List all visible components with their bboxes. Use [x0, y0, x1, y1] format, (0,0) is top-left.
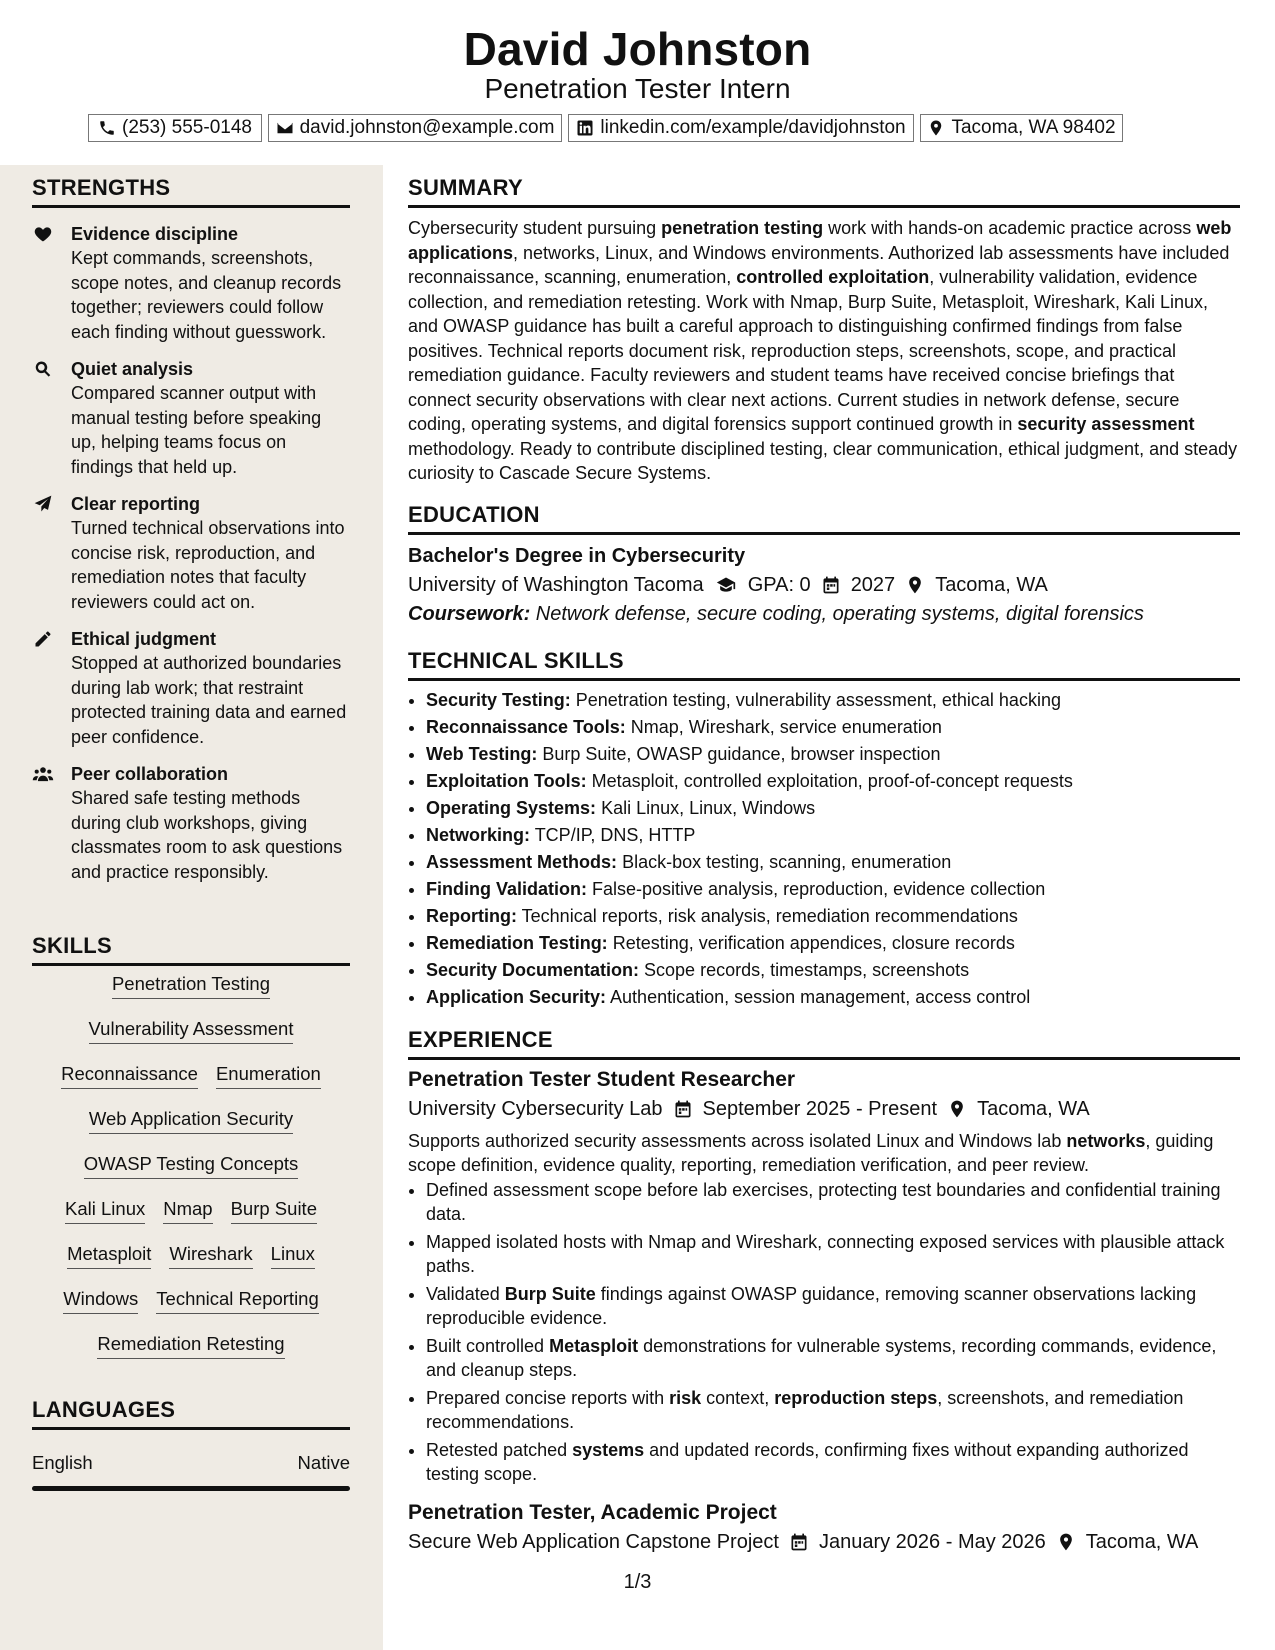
keyword-text: networks: [1066, 1130, 1146, 1151]
technical-skill-item: [426, 741, 1240, 768]
skill-values: Authentication, session management, access control: [606, 986, 1031, 1007]
skill-tag: Remediation Retesting: [97, 1332, 284, 1359]
coursework-list: Network defense, secure coding, operating systems, digital forensics: [530, 602, 1144, 625]
text-segment: demonstrations for vulnerable systems, recording commands, evidence, and cleanup steps.: [426, 1335, 1217, 1380]
text-segment: Retested patched: [426, 1439, 573, 1460]
text-segment: Mapped isolated hosts with Nmap and Wireshark, connecting exposed services with plausible attack paths.: [426, 1231, 1225, 1276]
skill-category: Reconnaissance Tools:: [426, 716, 626, 737]
text-segment: , vulnerability validation, evidence collection, and remediation retesting. Work with Nmap, Burp Suite, Metasploit, Wireshark, Kali Linux, and OWASP guidance has built a careful approach to distinguishing confirmed findings from false positives. Technical reports document risk, reproduction steps, screenshots, scope, and practical remediation guidance. Faculty reviewers and student teams have received concise briefings that connect security observations with clear next actions. Current studies in network defense, secure coding, operating systems, and digital forensics support continued growth in: [408, 267, 1209, 434]
search-icon: [32, 359, 54, 379]
pencil-icon: [32, 629, 54, 649]
skill-values: False-positive analysis, reproduction, evidence collection: [587, 878, 1046, 899]
keyword-text: penetration testing: [661, 218, 824, 238]
skill-values: Kali Linux, Linux, Windows: [596, 797, 816, 818]
keyword-text: risk: [669, 1387, 702, 1408]
strength-title: Quiet analysis: [71, 359, 194, 379]
education-meta: [408, 574, 1240, 597]
linkedin-icon: [576, 119, 594, 137]
text-segment: methodology. Ready to contribute disciplined testing, clear communication, ethical judgment, and steady curiosity to Cascade Secure Systems.: [408, 438, 1238, 483]
coursework-label: Coursework:: [408, 602, 531, 625]
paper-plane-icon: [32, 494, 54, 514]
skill-category: Operating Systems:: [426, 797, 597, 818]
job-dates: January 2026 - May 2026: [818, 1530, 1046, 1553]
strength-item: [32, 627, 350, 749]
text-segment: Supports authorized security assessments across isolated Linux and Windows lab: [408, 1130, 1067, 1151]
email-contact[interactable]: [268, 114, 562, 142]
skill-tag: Wireshark: [169, 1242, 252, 1269]
skill-row: [32, 1152, 350, 1197]
graduation-year: 2027: [850, 573, 896, 596]
map-pin-icon: [927, 119, 945, 137]
envelope-icon: [276, 119, 294, 137]
phone-text: (253) 555-0148: [122, 117, 252, 138]
technical-skill-item: [426, 822, 1240, 849]
strength-description: Kept commands, screenshots, scope notes, and cleanup records together; reviewers could follow each finding without guesswork.: [71, 248, 342, 342]
skill-category: Web Testing:: [426, 743, 538, 764]
strength-title: Clear reporting: [71, 494, 201, 514]
organization: University Cybersecurity Lab: [408, 1097, 663, 1120]
experience-section: [408, 1027, 1240, 1554]
resume-header: [0, 0, 1275, 165]
skill-category: Remediation Testing:: [426, 932, 608, 953]
graduation-cap-icon: [714, 575, 738, 595]
job-title: Penetration Tester Intern: [484, 73, 791, 104]
strength-description: Compared scanner output with manual testing before speaking up, helping teams focus on findings that held up.: [71, 383, 322, 477]
strength-description: Shared safe testing methods during club workshops, giving classmates room to ask questions and practice responsibly.: [71, 788, 343, 882]
job-title: Penetration Tester Student Researcher: [408, 1067, 796, 1091]
calendar-icon: [673, 1099, 693, 1119]
skill-category: Application Security:: [426, 986, 607, 1007]
strength-title: Peer collaboration: [71, 764, 229, 784]
school-name: University of Washington Tacoma: [408, 573, 704, 596]
candidate-name: David Johnston: [463, 23, 812, 75]
technical-skill-item: [426, 849, 1240, 876]
email-text: david.johnston@example.com: [299, 117, 555, 138]
skill-values: Metasploit, controlled exploitation, proof-of-concept requests: [586, 770, 1073, 791]
education-heading: EDUCATION: [408, 502, 1240, 535]
skills-heading: SKILLS: [32, 933, 350, 966]
job-bullet: [426, 1386, 1240, 1435]
technical-skill-item: [426, 768, 1240, 795]
keyword-text: systems: [572, 1439, 645, 1460]
calendar-icon: [789, 1532, 809, 1552]
skill-values: Technical reports, risk analysis, remediation recommendations: [516, 905, 1018, 926]
language-level-bar: [32, 1486, 350, 1491]
job-entry: [408, 1068, 1240, 1487]
text-segment: Defined assessment scope before lab exercises, protecting test boundaries and confidential training data.: [426, 1179, 1221, 1224]
strengths-heading: STRENGTHS: [32, 175, 350, 208]
skills-section: [32, 933, 350, 1377]
language-level: Native: [297, 1452, 350, 1473]
skill-tag: Metasploit: [67, 1242, 151, 1269]
job-bullets: [408, 1178, 1240, 1487]
strength-title: Evidence discipline: [71, 224, 239, 244]
strengths-list: [32, 222, 350, 884]
organization: Secure Web Application Capstone Project: [408, 1530, 779, 1553]
skill-tag: Reconnaissance: [61, 1062, 198, 1089]
skill-row: [32, 1197, 350, 1242]
technical-skill-item: [426, 957, 1240, 984]
skill-tag: Linux: [271, 1242, 315, 1269]
jobs-list: [408, 1068, 1240, 1554]
text-segment: context,: [701, 1387, 775, 1408]
text-segment: findings against OWASP guidance, removing scanner observations lacking reproducible evidence.: [426, 1283, 1197, 1328]
strength-description: Turned technical observations into concise risk, reproduction, and remediation notes that faculty reviewers could act on.: [71, 518, 345, 612]
skill-row: [32, 1107, 350, 1152]
skill-row: [32, 1332, 350, 1377]
contact-bar: [0, 114, 1275, 144]
job-entry: [408, 1501, 1240, 1554]
coursework: [408, 603, 1240, 626]
gpa-value: GPA: 0: [747, 573, 811, 596]
skills-list: [32, 966, 350, 1377]
skill-tag: Nmap: [163, 1197, 212, 1224]
skill-tag: Burp Suite: [231, 1197, 317, 1224]
skill-tag: Vulnerability Assessment: [89, 1017, 294, 1044]
skill-row: [32, 1242, 350, 1287]
phone-icon: [98, 119, 116, 137]
skill-category: Networking:: [426, 824, 531, 845]
skill-tag: Penetration Testing: [112, 972, 270, 999]
sidebar: [0, 165, 383, 1650]
job-bullet: [426, 1334, 1240, 1383]
skill-category: Security Documentation:: [426, 959, 640, 980]
calendar-icon: [821, 575, 841, 595]
location-contact: [920, 114, 1123, 142]
skill-row: [32, 1017, 350, 1062]
languages-section: [32, 1397, 350, 1491]
keyword-text: web applications: [408, 218, 1232, 263]
technical-skills-heading: TECHNICAL SKILLS: [408, 648, 1240, 681]
skill-values: Scope records, timestamps, screenshots: [639, 959, 970, 980]
skill-tag: OWASP Testing Concepts: [84, 1152, 299, 1179]
strength-item: [32, 357, 350, 479]
job-bullet: [426, 1282, 1240, 1331]
technical-skills-list: [408, 687, 1240, 1011]
keyword-text: security assessment: [1017, 414, 1195, 434]
main-content: [408, 165, 1240, 1554]
summary-heading: SUMMARY: [408, 175, 1240, 208]
technical-skill-item: [426, 795, 1240, 822]
keyword-text: controlled exploitation: [736, 267, 930, 287]
degree-title: Bachelor's Degree in Cybersecurity: [408, 544, 746, 567]
education-section: [408, 502, 1240, 626]
technical-skill-item: [426, 876, 1240, 903]
job-bullet: [426, 1178, 1240, 1227]
skill-tag: Windows: [63, 1287, 138, 1314]
job-location: Tacoma, WA: [1085, 1530, 1199, 1553]
keyword-text: Burp Suite: [504, 1283, 596, 1304]
text-segment: , screenshots, and remediation recommendations.: [426, 1387, 1184, 1432]
linkedin-contact[interactable]: [568, 114, 914, 142]
skill-tag: Kali Linux: [65, 1197, 145, 1224]
text-segment: work with hands-on academic practice across: [823, 218, 1197, 238]
skill-category: Assessment Methods:: [426, 851, 618, 872]
skill-row: [32, 1287, 350, 1332]
strength-item: [32, 492, 350, 614]
summary-text: [408, 216, 1240, 486]
languages-heading: LANGUAGES: [32, 1397, 350, 1430]
skill-row: [32, 972, 350, 1017]
skill-category: Security Testing:: [426, 689, 571, 710]
technical-skill-item: [426, 984, 1240, 1011]
text-segment: Cybersecurity student pursuing: [408, 218, 662, 238]
education-location: Tacoma, WA: [935, 573, 1048, 596]
technical-skill-item: [426, 714, 1240, 741]
job-location: Tacoma, WA: [977, 1097, 1090, 1120]
text-segment: Built controlled: [426, 1335, 550, 1356]
skill-tag: Technical Reporting: [156, 1287, 318, 1314]
technical-skill-item: [426, 903, 1240, 930]
job-meta: [408, 1531, 1240, 1554]
skill-values: Black-box testing, scanning, enumeration: [617, 851, 952, 872]
phone-contact[interactable]: [88, 114, 262, 142]
skill-tag: Enumeration: [216, 1062, 321, 1089]
skill-values: Penetration testing, vulnerability assessment, ethical hacking: [570, 689, 1061, 710]
heart-icon: [32, 224, 54, 244]
users-icon: [32, 764, 54, 784]
strength-item: [32, 222, 350, 344]
skill-values: TCP/IP, DNS, HTTP: [530, 824, 696, 845]
map-pin-icon: [1056, 1532, 1076, 1552]
keyword-text: Metasploit: [549, 1335, 639, 1356]
strength-description: Stopped at authorized boundaries during lab work; that restraint protected training data and earned peer confidence.: [71, 653, 347, 747]
experience-heading: EXPERIENCE: [408, 1027, 1240, 1060]
job-dates: September 2025 - Present: [702, 1097, 938, 1120]
skill-row: [32, 1062, 350, 1107]
job-bullet: [426, 1230, 1240, 1279]
technical-skill-item: [426, 687, 1240, 714]
technical-skill-item: [426, 930, 1240, 957]
skill-values: Nmap, Wireshark, service enumeration: [625, 716, 942, 737]
summary-section: [408, 175, 1240, 486]
text-segment: Validated: [426, 1283, 505, 1304]
language-row: [32, 1452, 350, 1474]
keyword-text: reproduction steps: [774, 1387, 938, 1408]
text-segment: , networks, Linux, and Windows environments. Authorized lab assessments have included reconnaissance, scanning, enumeration,: [408, 242, 1230, 287]
skill-category: Exploitation Tools:: [426, 770, 587, 791]
skill-category: Reporting:: [426, 905, 517, 926]
map-pin-icon: [947, 1099, 967, 1119]
skill-category: Finding Validation:: [426, 878, 587, 899]
strengths-section: [32, 175, 350, 897]
map-pin-icon: [905, 575, 925, 595]
page-number: 1/3: [623, 1571, 652, 1593]
skill-tag: Web Application Security: [89, 1107, 293, 1134]
technical-skills-section: [408, 648, 1240, 1011]
language-name: English: [32, 1452, 93, 1473]
job-bullet: [426, 1438, 1240, 1487]
strength-title: Ethical judgment: [71, 629, 217, 649]
job-title: Penetration Tester, Academic Project: [408, 1500, 777, 1524]
text-segment: Prepared concise reports with: [426, 1387, 670, 1408]
strength-item: [32, 762, 350, 884]
skill-values: Retesting, verification appendices, closure records: [607, 932, 1015, 953]
linkedin-text: linkedin.com/example/davidjohnston: [600, 117, 906, 138]
text-segment: , guiding scope definition, evidence quality, reporting, remediation verification, and peer review.: [408, 1130, 1214, 1175]
job-meta: [408, 1098, 1240, 1121]
location-text: Tacoma, WA 98402: [951, 117, 1116, 138]
skill-values: Burp Suite, OWASP guidance, browser inspection: [537, 743, 941, 764]
job-description: [408, 1129, 1240, 1178]
text-segment: and updated records, confirming fixes without expanding authorized testing scope.: [426, 1439, 1189, 1484]
